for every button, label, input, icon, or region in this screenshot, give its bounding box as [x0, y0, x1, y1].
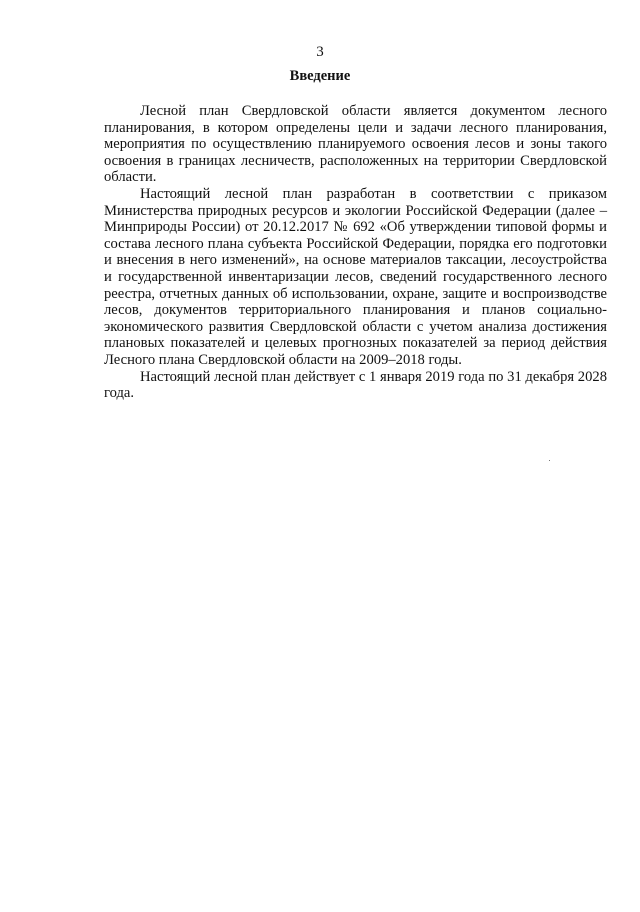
body-text [104, 103, 607, 402]
section-heading: Введение [289, 68, 351, 84]
paragraph-validity-period: Настоящий лесной план действует с 1 января 2019 года по 31 декабря 2028 года. [104, 368, 607, 402]
scan-speck [549, 460, 550, 461]
paragraph-legal-basis: Настоящий лесной план разработан в соответствии с приказом Министерства природных ресурсов и экологии Российской Федерации (далее – Минприроды России) от 20.12.2017 № 692 «Об утверждении типовой формы и состава лесного плана субъекта Российской Федерации, порядка его подготовки и внесения в него изменений», на основе материалов таксации, лесоустройства и государственной инвентаризации лесов, сведений государственного лесного реестра, отчетных данных об использовании, охране, защите и воспроизводстве лесов, документов территориального планирования и планов социально-экономического развития Свердловской области с учетом анализа достижения плановых показателей и целевых прогнозных показателей за период действия Лесного плана Свердловской области на 2009–2018 годы. [104, 185, 607, 368]
paragraph-forest-plan-definition: Лесной план Свердловской области является документом лесного планирования, в котором определены цели и задачи лесного планирования, мероприятия по осуществлению планируемого освоения лесов и зоны такого освоения в границах лесничеств, расположенных на территории Свердловской области. [104, 103, 607, 186]
page-number: 3 [316, 44, 324, 60]
